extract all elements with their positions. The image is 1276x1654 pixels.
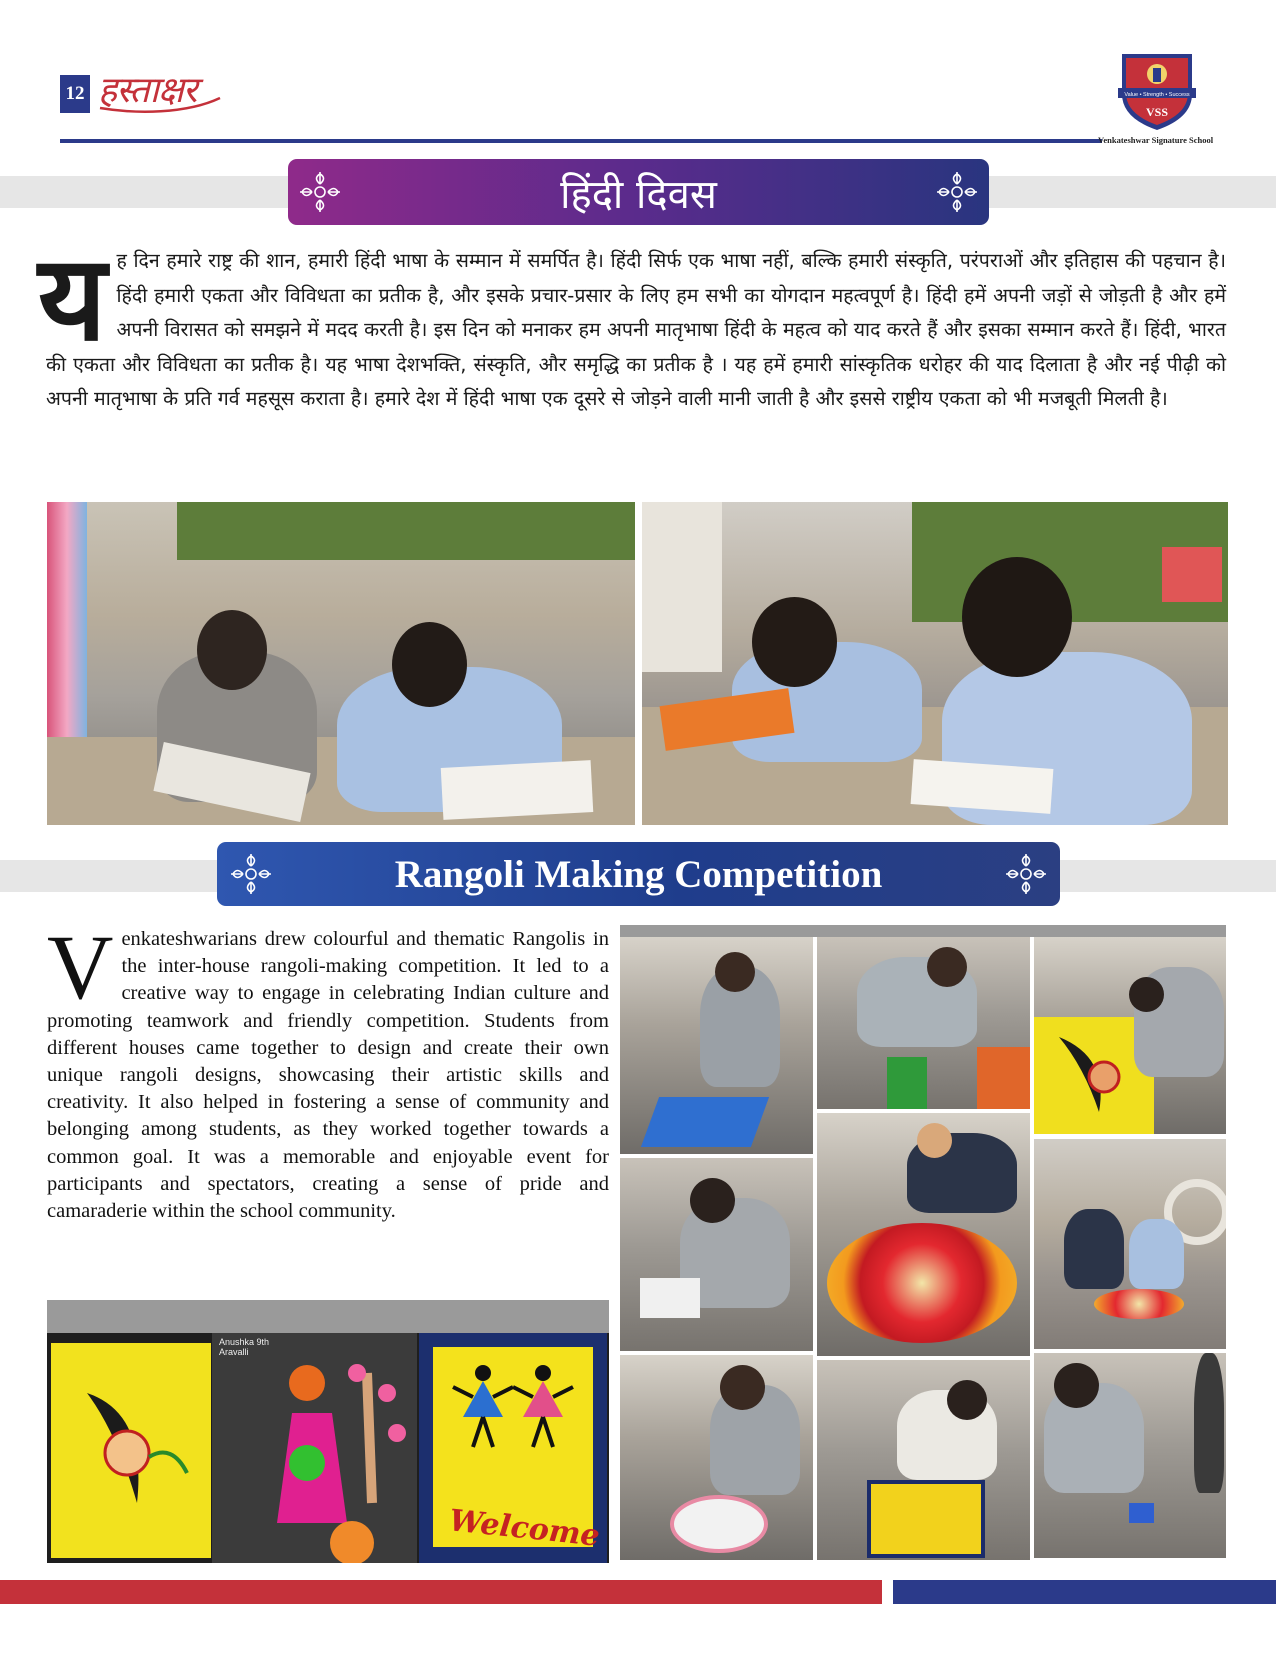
rangoli-body-text: enkateshwarians drew colourful and thematic Rangolis in the inter-house rangoli-making competition. It led to a creative way to engage in celebrating Indian culture and promoting teamwork and friendly competition. Students from different houses came together to design and create their own unique rangoli designs, showcasing their artistic skills and creativity. It also helped in fostering a sense of community and belonging among students, as they worked together towards a common goal. It was a memorable and enjoyable event for participants and spectators, creating a sense of pride and camaraderie within the school community. <box>47 928 609 1223</box>
photo-rangoli-student-3 <box>620 1355 813 1560</box>
rangoli-moon-face-icon <box>77 1373 197 1523</box>
school-crest-icon <box>1112 46 1202 132</box>
drop-cap: V <box>47 916 114 1018</box>
rangoli-paragraph <box>47 916 609 1225</box>
photo-rangoli-student-4 <box>817 937 1030 1109</box>
rangoli-welcome-text: Welcome <box>447 1503 602 1554</box>
photo-students-writing-1 <box>47 502 635 825</box>
photo-rangoli-student-5 <box>817 1360 1030 1560</box>
hindi-paragraph <box>38 229 1226 417</box>
floral-ornament-icon <box>935 170 979 214</box>
header-rule <box>60 139 1102 143</box>
title-swoosh-icon <box>96 92 226 116</box>
hindi-body-text: ह दिन हमारे राष्ट्र की शान, हमारी हिंदी भाषा के सम्मान में समर्पित है। हिंदी सिर्फ एक भाषा नहीं, बल्कि हमारी संस्कृति, परंपराओं और इतिहास की पहचान है। हिंदी हमारी एकता और विविधता का प्रतीक है, और इसके प्रचार-प्रसार के लिए हम सभी का योगदान महत्वपूर्ण है। हिंदी हमें अपनी जड़ों से जोड़ती है और हमें अपनी विरासत को समझने में मदद करती है। इस दिन को मनाकर हम अपनी मातृभाषा हिंदी के महत्व को याद करते हैं और इसका सम्मान करते हैं। हिंदी, भारत की एकता और विविधता का प्रतीक है। यह भाषा देशभक्ति, संस्कृति, और समृद्धि का प्रतीक है । यह हमें हमारी सांस्कृतिक धरोहर की याद दिलाता है और नई पीढ़ी को अपनी मातृभाषा के प्रति गर्व महसूस कराता है। हमारे देश में हिंदी भाषा एक दूसरे से जोड़ने वाली मानी जाती है और इससे राष्ट्रीय एकता को भी मजबूती मिलती है। <box>46 249 1226 410</box>
floral-ornament-icon <box>298 170 342 214</box>
photo-rangoli-student-1 <box>620 937 813 1154</box>
drop-cap: य <box>38 229 107 367</box>
floral-ornament-icon <box>1004 852 1048 896</box>
photo-rangoli-flower-circle <box>817 1113 1030 1356</box>
logo-initials: VSS <box>1145 105 1169 119</box>
photo-rangoli-student-2 <box>620 1158 813 1351</box>
photo-rangoli-student-7 <box>1034 1139 1226 1349</box>
school-logo <box>1112 46 1202 136</box>
section-title-hindi: हिंदी दिवस <box>560 171 717 218</box>
page-number: 12 <box>60 75 90 113</box>
rangoli-artist-label: Anushka 9th Aravalli <box>219 1337 270 1357</box>
section-banner-rangoli <box>217 842 1060 906</box>
art-strip-header <box>47 1300 609 1333</box>
footer-bar-blue <box>893 1580 1276 1604</box>
photo-rangoli-student-6 <box>1034 937 1226 1134</box>
rangoli-lady-icon <box>247 1353 417 1563</box>
photo-rangoli-student-8 <box>1034 1353 1226 1558</box>
magazine-title: हस्ताक्षर <box>98 70 197 111</box>
photo-rangoli-artworks <box>47 1333 609 1563</box>
section-banner-hindi <box>288 159 989 225</box>
school-name: Venkateshwar Signature School <box>1098 135 1214 145</box>
section-title-rangoli: Rangoli Making Competition <box>394 852 883 896</box>
floral-ornament-icon <box>229 852 273 896</box>
footer-bar-red <box>0 1580 882 1604</box>
rangoli-warli-figures-icon <box>443 1357 583 1467</box>
logo-motto: Value • Strength • Success <box>1124 92 1190 98</box>
photo-students-writing-2 <box>642 502 1228 825</box>
grid-top-strip <box>620 925 1226 937</box>
rangoli-moon-icon <box>1054 1027 1144 1117</box>
